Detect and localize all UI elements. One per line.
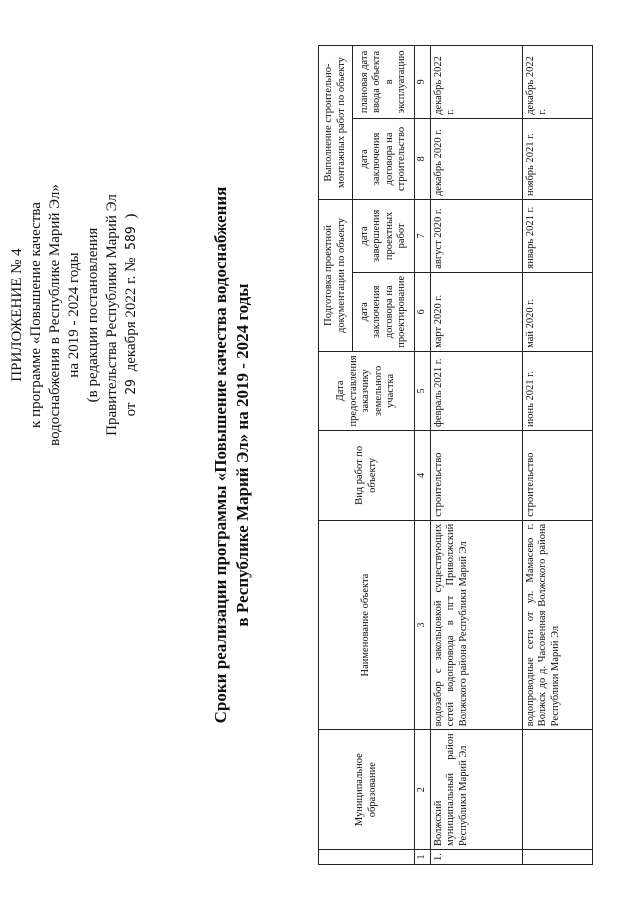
schedule-table xyxy=(318,45,593,865)
row-object: водопроводные сети от ул. Мамасево г. Волжск до д. Часовенная Волжского района Республики Марий Эл xyxy=(522,520,592,730)
appendix-line: к программе «Повышение качества xyxy=(28,202,44,428)
column-number: 8 xyxy=(415,118,431,199)
date-prefix: от xyxy=(123,402,139,417)
header-land-date: Дата предоставления заказчику земельного участка xyxy=(319,351,415,430)
date-day: 29 xyxy=(124,379,139,395)
row-number: 1. xyxy=(430,850,522,865)
title-line: Сроки реализации программы «Повышение качества водоснабжения xyxy=(211,186,230,724)
column-number: 7 xyxy=(415,200,431,273)
row-number xyxy=(522,850,592,865)
appendix-line: (в редакции постановления xyxy=(85,227,101,403)
appendix-line: ПРИЛОЖЕНИЕ № 4 xyxy=(9,248,25,382)
header-commissioning: плановая дата ввода объекта в эксплуатацию xyxy=(353,46,415,119)
table-row xyxy=(430,46,522,865)
row-construction-contract: ноябрь 2021 г. xyxy=(522,118,592,199)
header-design-end: дата завершения проектных работ xyxy=(353,200,415,273)
column-number: 3 xyxy=(415,520,431,730)
row-municipality xyxy=(522,730,592,850)
appendix-line: на 2019 - 2024 годы xyxy=(66,252,82,378)
column-number: 9 xyxy=(415,46,431,119)
date-mid: декабря 2022 г. № xyxy=(123,257,139,372)
row-object: водозабор с закольцовкой существующих сетей водопровода в пгт Приволжский Волжского района Республики Марий Эл xyxy=(430,520,522,730)
row-design-contract: март 2020 г. xyxy=(430,272,522,351)
header-design-contract: дата заключения договора на проектирование xyxy=(353,272,415,351)
row-municipality: Волжский муниципальный район Республики Марий Эл xyxy=(430,730,522,850)
header-municipality: Муниципальное образование xyxy=(319,730,415,850)
header-construction-contract: дата заключения договора на строительство xyxy=(353,118,415,199)
header-construction-group: Выполнение строительно-монтажных работ по объекту xyxy=(319,46,353,200)
row-design-end: август 2020 г. xyxy=(430,200,522,273)
column-number: 1 xyxy=(415,850,431,865)
row-construction-contract: декабрь 2020 г. xyxy=(430,118,522,199)
row-design-contract: май 2020 г. xyxy=(522,272,592,351)
row-land-date: февраль 2021 г. xyxy=(430,351,522,430)
table-row xyxy=(522,46,592,865)
row-design-end: январь 2021 г. xyxy=(522,200,592,273)
appendix-line: водоснабжения в Республике Марий Эл» xyxy=(47,184,63,446)
column-number: 2 xyxy=(415,730,431,850)
column-number: 5 xyxy=(415,351,431,430)
row-work-type: строительство xyxy=(430,430,522,520)
row-commissioning: декабрь 2022 г. xyxy=(522,46,592,119)
title-line: в Республике Марий Эл» на 2019 - 2024 годы xyxy=(233,283,252,627)
document-title xyxy=(210,45,254,865)
appendix-date-line xyxy=(122,65,141,565)
date-suffix: ) xyxy=(123,213,139,219)
row-land-date: июнь 2021 г. xyxy=(522,351,592,430)
header-object-name: Наименование объекта xyxy=(319,520,415,730)
row-commissioning: декабрь 2022 г. xyxy=(430,46,522,119)
column-number: 4 xyxy=(415,430,431,520)
appendix-line: Правительства Республики Марий Эл xyxy=(104,194,120,436)
appendix-header xyxy=(8,65,141,565)
column-numbers-row xyxy=(415,46,431,865)
header-index xyxy=(319,850,415,865)
header-design-group: Подготовка проектной документации по объекту xyxy=(319,200,353,352)
row-work-type: строительство xyxy=(522,430,592,520)
column-number: 6 xyxy=(415,272,431,351)
header-work-type: Вид работ по объекту xyxy=(319,430,415,520)
decree-number: 589 xyxy=(124,226,139,250)
